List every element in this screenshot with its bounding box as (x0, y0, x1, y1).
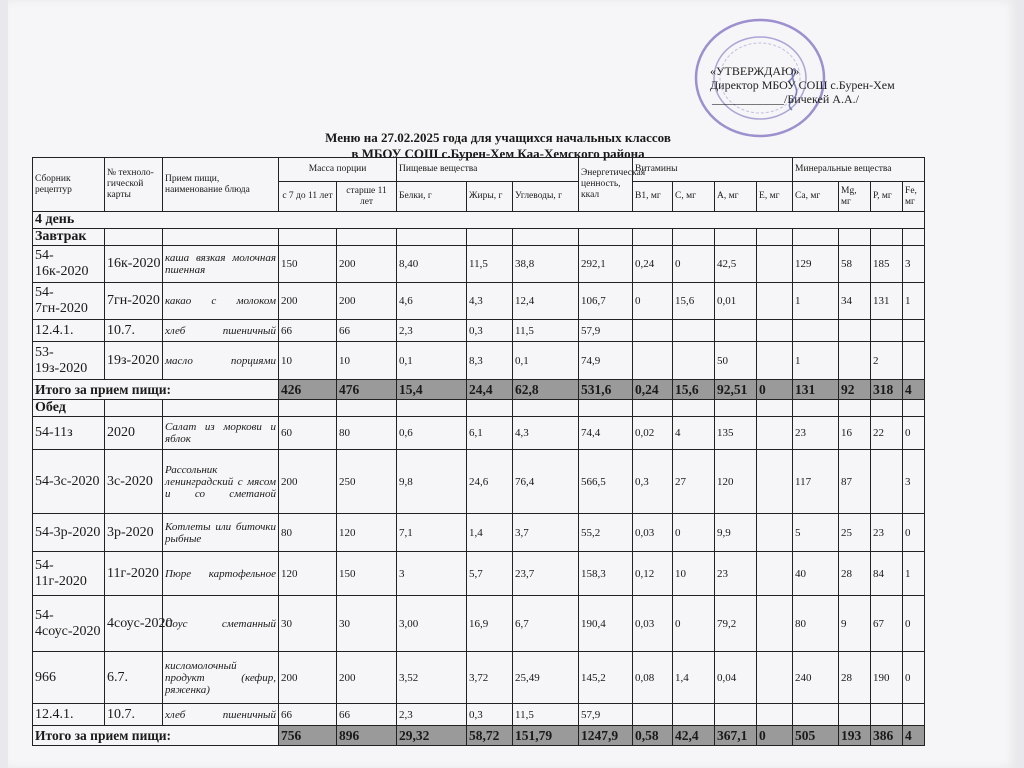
value-cell-p: 2,3 (397, 704, 467, 726)
header-fe: Fe, мг (903, 182, 925, 212)
value-cell-ca: 129 (793, 246, 839, 283)
total-cell-b1: 0,58 (633, 726, 673, 746)
table-row (33, 704, 925, 726)
header-mass: Масса порции (279, 158, 397, 182)
value-cell-m2: 200 (337, 283, 397, 320)
table-row (33, 552, 925, 596)
total-cell-ph: 318 (871, 380, 903, 400)
techcard-cell: 10.7. (105, 704, 163, 726)
table-row (33, 514, 925, 552)
header-meal: Прием пищи, наименование блюда (163, 158, 279, 212)
value-cell-vc (673, 320, 715, 342)
value-cell-b1: 0,24 (633, 246, 673, 283)
empty-cell (467, 229, 513, 246)
value-cell-ve (757, 246, 793, 283)
table-row (33, 320, 925, 342)
value-cell-ph: 23 (871, 514, 903, 552)
value-cell-en: 57,9 (579, 704, 633, 726)
value-cell-va (715, 320, 757, 342)
value-cell-va: 120 (715, 450, 757, 514)
techcard-cell: 3с-2020 (105, 450, 163, 514)
empty-cell (163, 229, 279, 246)
value-cell-ve (757, 450, 793, 514)
empty-cell (633, 400, 673, 417)
value-cell-p: 0,6 (397, 417, 467, 450)
value-cell-en: 55,2 (579, 514, 633, 552)
total-cell-ve: 0 (757, 726, 793, 746)
value-cell-en: 57,9 (579, 320, 633, 342)
value-cell-ph: 84 (871, 552, 903, 596)
table-row (33, 283, 925, 320)
value-cell-p: 3,52 (397, 652, 467, 704)
techcard-cell: 7гн-2020 (105, 283, 163, 320)
value-cell-vc: 0 (673, 596, 715, 652)
value-cell-ve (757, 514, 793, 552)
value-cell-b1: 0,3 (633, 450, 673, 514)
value-cell-m2: 150 (337, 552, 397, 596)
total-cell-mg: 193 (839, 726, 871, 746)
total-cell-m1: 426 (279, 380, 337, 400)
total-cell-ve: 0 (757, 380, 793, 400)
value-cell-vc: 0 (673, 514, 715, 552)
value-cell-en: 74,4 (579, 417, 633, 450)
collection-cell: 966 (33, 652, 105, 704)
total-cell-fe: 4 (903, 726, 925, 746)
collection-cell: 54-3с-2020 (33, 450, 105, 514)
total-cell-p: 15,4 (397, 380, 467, 400)
header-vitamins: Витамины (633, 158, 793, 182)
header-minerals: Минеральные вещества (793, 158, 925, 182)
breakfast-section-row (33, 229, 925, 246)
value-cell-fe: 0 (903, 514, 925, 552)
value-cell-p: 4,6 (397, 283, 467, 320)
value-cell-ve (757, 320, 793, 342)
total-cell-b1: 0,24 (633, 380, 673, 400)
value-cell-p: 0,1 (397, 342, 467, 380)
collection-cell: 54-16к-2020 (33, 246, 105, 283)
total-cell-mg: 92 (839, 380, 871, 400)
collection-cell: 54-11з (33, 417, 105, 450)
value-cell-fe (903, 342, 925, 380)
value-cell-m2: 66 (337, 704, 397, 726)
value-cell-f: 11,5 (467, 246, 513, 283)
value-cell-ca: 5 (793, 514, 839, 552)
value-cell-vc: 1,4 (673, 652, 715, 704)
table-row (33, 450, 925, 514)
value-cell-f: 3,72 (467, 652, 513, 704)
approval-heading: «УТВЕРЖДАЮ» (710, 64, 800, 78)
collection-cell: 54-7гн-2020 (33, 283, 105, 320)
value-cell-mg: 25 (839, 514, 871, 552)
value-cell-ve (757, 283, 793, 320)
value-cell-f: 16,9 (467, 596, 513, 652)
dish-name-cell: кисломолочный продукт (кефир, ряженка) (163, 652, 279, 704)
value-cell-ve (757, 652, 793, 704)
dish-name-cell: масло порциями (163, 342, 279, 380)
value-cell-m1: 200 (279, 450, 337, 514)
collection-cell: 12.4.1. (33, 320, 105, 342)
empty-cell (673, 400, 715, 417)
value-cell-p: 9,8 (397, 450, 467, 514)
value-cell-ca (793, 704, 839, 726)
value-cell-ph: 131 (871, 283, 903, 320)
header-b1: В1, мг (633, 182, 673, 212)
value-cell-vc: 0 (673, 246, 715, 283)
value-cell-u: 23,7 (513, 552, 579, 596)
value-cell-m2: 200 (337, 246, 397, 283)
dish-name-cell: Котлеты или биточки рыбные (163, 514, 279, 552)
total-cell-u: 151,79 (513, 726, 579, 746)
dish-name-cell: Пюре картофельное (163, 552, 279, 596)
value-cell-p: 7,1 (397, 514, 467, 552)
techcard-cell: 19з-2020 (105, 342, 163, 380)
total-cell-ph: 386 (871, 726, 903, 746)
value-cell-ph (871, 320, 903, 342)
value-cell-ve (757, 342, 793, 380)
value-cell-f: 6,1 (467, 417, 513, 450)
total-cell-va: 367,1 (715, 726, 757, 746)
total-cell-vc: 15,6 (673, 380, 715, 400)
value-cell-u: 76,4 (513, 450, 579, 514)
total-cell-en: 1247,9 (579, 726, 633, 746)
value-cell-p: 8,40 (397, 246, 467, 283)
total-cell-u: 62,8 (513, 380, 579, 400)
empty-cell (903, 400, 925, 417)
lunch-total-label: Итого за прием пищи: (33, 726, 279, 746)
value-cell-fe: 0 (903, 596, 925, 652)
value-cell-p: 2,3 (397, 320, 467, 342)
techcard-cell: 2020 (105, 417, 163, 450)
value-cell-b1 (633, 704, 673, 726)
table-row (33, 342, 925, 380)
empty-cell (513, 229, 579, 246)
approval-signature: ____________/Бичекей А.А./ (712, 92, 859, 106)
empty-cell (579, 400, 633, 417)
empty-cell (467, 400, 513, 417)
collection-cell: 54-3р-2020 (33, 514, 105, 552)
empty-cell (397, 400, 467, 417)
table-row (33, 596, 925, 652)
value-cell-vc: 27 (673, 450, 715, 514)
value-cell-u: 4,3 (513, 417, 579, 450)
value-cell-u: 6,7 (513, 596, 579, 652)
value-cell-mg (839, 704, 871, 726)
empty-cell (871, 229, 903, 246)
value-cell-fe: 0 (903, 652, 925, 704)
empty-cell (793, 400, 839, 417)
empty-cell (513, 400, 579, 417)
value-cell-va: 0,01 (715, 283, 757, 320)
value-cell-mg: 58 (839, 246, 871, 283)
table-row (33, 652, 925, 704)
value-cell-va (715, 704, 757, 726)
empty-cell (757, 229, 793, 246)
value-cell-b1: 0,08 (633, 652, 673, 704)
header-mass-a: с 7 до 11 лет (279, 182, 337, 212)
total-cell-va: 92,51 (715, 380, 757, 400)
value-cell-b1: 0,03 (633, 514, 673, 552)
value-cell-va: 50 (715, 342, 757, 380)
empty-cell (279, 229, 337, 246)
approval-block (710, 64, 920, 106)
empty-cell (715, 229, 757, 246)
collection-cell: 54-4соус-2020 (33, 596, 105, 652)
dish-name-cell: Салат из моркови и яблок (163, 417, 279, 450)
header-carb: Углеводы, г (513, 182, 579, 212)
total-cell-m2: 896 (337, 726, 397, 746)
header-nutrients: Пищевые вещества (397, 158, 579, 182)
header-fat: Жиры, г (467, 182, 513, 212)
header-e: Е, мг (757, 182, 793, 212)
value-cell-mg: 28 (839, 652, 871, 704)
empty-cell (871, 400, 903, 417)
value-cell-mg: 16 (839, 417, 871, 450)
value-cell-va: 23 (715, 552, 757, 596)
value-cell-m1: 120 (279, 552, 337, 596)
value-cell-m2: 250 (337, 450, 397, 514)
value-cell-f: 5,7 (467, 552, 513, 596)
empty-cell (793, 229, 839, 246)
value-cell-m1: 66 (279, 320, 337, 342)
page-title: Меню на 27.02.2025 года для учащихся начальных классов в МБОУ СОШ с.Бурен-Хем Каа-Хемского района (325, 130, 671, 161)
collection-cell: 53-19з-2020 (33, 342, 105, 380)
value-cell-m2: 80 (337, 417, 397, 450)
header-c: С, мг (673, 182, 715, 212)
techcard-cell: 16к-2020 (105, 246, 163, 283)
dish-name-cell: Соус сметанный (163, 596, 279, 652)
value-cell-fe: 3 (903, 450, 925, 514)
value-cell-ph (871, 450, 903, 514)
value-cell-m1: 10 (279, 342, 337, 380)
empty-cell (337, 400, 397, 417)
value-cell-fe: 1 (903, 552, 925, 596)
value-cell-mg (839, 342, 871, 380)
total-cell-m2: 476 (337, 380, 397, 400)
value-cell-u: 11,5 (513, 320, 579, 342)
value-cell-u: 12,4 (513, 283, 579, 320)
lunch-section-row (33, 400, 925, 417)
value-cell-m2: 10 (337, 342, 397, 380)
value-cell-ph: 2 (871, 342, 903, 380)
header-collection: Сборник рецептур (33, 158, 105, 212)
value-cell-p: 3,00 (397, 596, 467, 652)
value-cell-mg: 9 (839, 596, 871, 652)
value-cell-u: 3,7 (513, 514, 579, 552)
empty-cell (673, 229, 715, 246)
value-cell-fe: 1 (903, 283, 925, 320)
header-protein: Белки, г (397, 182, 467, 212)
header-p: Р, мг (871, 182, 903, 212)
value-cell-ph (871, 704, 903, 726)
value-cell-vc (673, 704, 715, 726)
total-cell-f: 58,72 (467, 726, 513, 746)
value-cell-u: 38,8 (513, 246, 579, 283)
dish-name-cell: какао с молоком (163, 283, 279, 320)
techcard-cell: 6.7. (105, 652, 163, 704)
value-cell-m1: 30 (279, 596, 337, 652)
breakfast-total-row (33, 380, 925, 400)
value-cell-b1 (633, 320, 673, 342)
value-cell-m2: 66 (337, 320, 397, 342)
value-cell-m2: 30 (337, 596, 397, 652)
value-cell-u: 11,5 (513, 704, 579, 726)
empty-cell (757, 400, 793, 417)
value-cell-ve (757, 704, 793, 726)
value-cell-m1: 200 (279, 652, 337, 704)
value-cell-en: 145,2 (579, 652, 633, 704)
total-cell-fe: 4 (903, 380, 925, 400)
value-cell-m1: 200 (279, 283, 337, 320)
value-cell-ve (757, 417, 793, 450)
empty-cell (903, 229, 925, 246)
day-label: 4 день (33, 212, 925, 229)
value-cell-ca: 1 (793, 342, 839, 380)
value-cell-mg: 28 (839, 552, 871, 596)
value-cell-m1: 60 (279, 417, 337, 450)
empty-cell (633, 229, 673, 246)
empty-cell (839, 229, 871, 246)
empty-cell (105, 229, 163, 246)
menu-table (32, 157, 925, 746)
value-cell-b1: 0,12 (633, 552, 673, 596)
breakfast-section-label: Завтрак (33, 229, 105, 246)
total-cell-ca: 131 (793, 380, 839, 400)
value-cell-ca: 40 (793, 552, 839, 596)
value-cell-f: 1,4 (467, 514, 513, 552)
total-cell-ca: 505 (793, 726, 839, 746)
value-cell-ph: 190 (871, 652, 903, 704)
value-cell-ca: 117 (793, 450, 839, 514)
header-mg: Mg, мг (839, 182, 871, 212)
value-cell-m1: 150 (279, 246, 337, 283)
value-cell-en: 158,3 (579, 552, 633, 596)
value-cell-m2: 200 (337, 652, 397, 704)
empty-cell (839, 400, 871, 417)
value-cell-vc: 15,6 (673, 283, 715, 320)
value-cell-m1: 66 (279, 704, 337, 726)
lunch-section-label: Обед (33, 400, 105, 417)
total-cell-f: 24,4 (467, 380, 513, 400)
techcard-cell: 10.7. (105, 320, 163, 342)
value-cell-ca: 23 (793, 417, 839, 450)
dish-name-cell: Рассольник ленинградский с мясом и со сметаной (163, 450, 279, 514)
empty-cell (163, 400, 279, 417)
value-cell-ca: 1 (793, 283, 839, 320)
header-ca: Са, мг (793, 182, 839, 212)
value-cell-ve (757, 596, 793, 652)
approval-director: Директор МБОУ СОШ с.Бурен-Хем (710, 78, 895, 92)
value-cell-fe: 0 (903, 417, 925, 450)
value-cell-b1: 0 (633, 283, 673, 320)
value-cell-ve (757, 552, 793, 596)
value-cell-en: 292,1 (579, 246, 633, 283)
value-cell-ca: 80 (793, 596, 839, 652)
breakfast-total-label: Итого за прием пищи: (33, 380, 279, 400)
value-cell-b1: 0,02 (633, 417, 673, 450)
value-cell-ca: 240 (793, 652, 839, 704)
techcard-cell: 11г-2020 (105, 552, 163, 596)
value-cell-u: 0,1 (513, 342, 579, 380)
value-cell-f: 8,3 (467, 342, 513, 380)
total-cell-p: 29,32 (397, 726, 467, 746)
value-cell-en: 106,7 (579, 283, 633, 320)
techcard-cell: 3р-2020 (105, 514, 163, 552)
value-cell-f: 0,3 (467, 320, 513, 342)
header-techcard: № техноло-гической карты (105, 158, 163, 212)
value-cell-mg (839, 320, 871, 342)
value-cell-vc: 4 (673, 417, 715, 450)
value-cell-fe (903, 704, 925, 726)
collection-cell: 54-11г-2020 (33, 552, 105, 596)
value-cell-vc: 10 (673, 552, 715, 596)
techcard-cell: 4соус-2020 (105, 596, 163, 652)
value-cell-va: 0,04 (715, 652, 757, 704)
value-cell-en: 566,5 (579, 450, 633, 514)
value-cell-p: 3 (397, 552, 467, 596)
value-cell-ca (793, 320, 839, 342)
value-cell-mg: 34 (839, 283, 871, 320)
total-cell-vc: 42,4 (673, 726, 715, 746)
value-cell-vc (673, 342, 715, 380)
collection-cell: 12.4.1. (33, 704, 105, 726)
value-cell-en: 190,4 (579, 596, 633, 652)
dish-name-cell: каша вязкая молочная пшенная (163, 246, 279, 283)
value-cell-en: 74,9 (579, 342, 633, 380)
table-row (33, 417, 925, 450)
header-a: А, мг (715, 182, 757, 212)
value-cell-fe (903, 320, 925, 342)
empty-cell (579, 229, 633, 246)
table-row (33, 246, 925, 283)
value-cell-m2: 120 (337, 514, 397, 552)
value-cell-mg: 87 (839, 450, 871, 514)
value-cell-f: 4,3 (467, 283, 513, 320)
header-mass-b: старше 11 лет (337, 182, 397, 212)
value-cell-va: 79,2 (715, 596, 757, 652)
dish-name-cell: хлеб пшеничный (163, 320, 279, 342)
value-cell-u: 25,49 (513, 652, 579, 704)
header-energy: Энергетическая ценность, ккал (579, 158, 633, 212)
value-cell-f: 0,3 (467, 704, 513, 726)
empty-cell (279, 400, 337, 417)
value-cell-va: 42,5 (715, 246, 757, 283)
value-cell-b1: 0,03 (633, 596, 673, 652)
value-cell-va: 135 (715, 417, 757, 450)
dish-name-cell: хлеб пшеничный (163, 704, 279, 726)
value-cell-ph: 22 (871, 417, 903, 450)
value-cell-f: 24,6 (467, 450, 513, 514)
document-page (8, 0, 1018, 768)
value-cell-ph: 185 (871, 246, 903, 283)
empty-cell (337, 229, 397, 246)
lunch-total-row (33, 726, 925, 746)
empty-cell (397, 229, 467, 246)
value-cell-va: 9,9 (715, 514, 757, 552)
value-cell-ph: 67 (871, 596, 903, 652)
empty-cell (715, 400, 757, 417)
total-cell-en: 531,6 (579, 380, 633, 400)
total-cell-m1: 756 (279, 726, 337, 746)
value-cell-fe: 3 (903, 246, 925, 283)
empty-cell (105, 400, 163, 417)
value-cell-m1: 80 (279, 514, 337, 552)
value-cell-b1 (633, 342, 673, 380)
